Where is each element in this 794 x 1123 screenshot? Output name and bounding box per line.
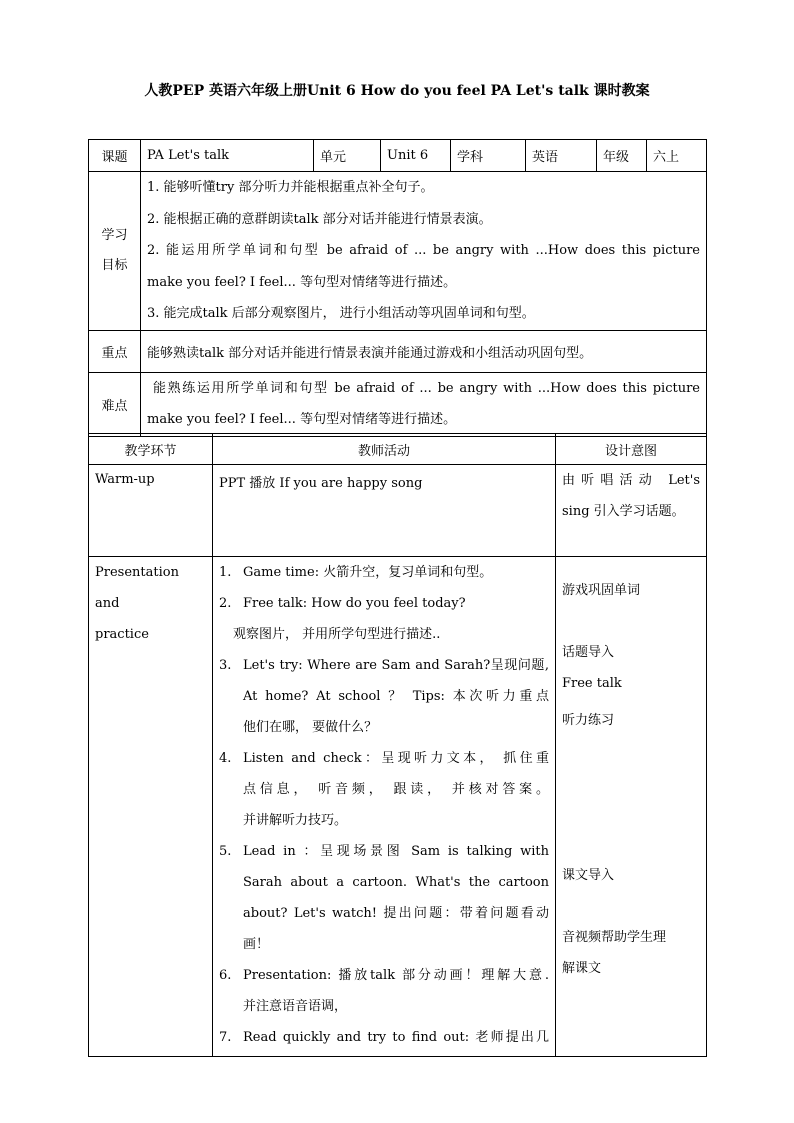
- design-note: 音视频帮助学生理: [562, 930, 667, 945]
- header-stage: 教学环节: [89, 434, 213, 465]
- header-teacher-activity: 教师活动: [213, 434, 556, 465]
- key-points-row: [89, 330, 707, 372]
- step-item: [219, 557, 549, 588]
- step-line: Sarah about a cartoon. What's the cartoon: [243, 875, 549, 890]
- difficulty-line: 能熟练运用所学单词和句型 be afraid of ... be angry with ...How does this picture: [153, 381, 700, 396]
- design-note: 听力练习: [562, 713, 615, 728]
- step-line: Free talk: How do you feel today?: [243, 596, 466, 611]
- warmup-design-line: sing 引入学习话题。: [562, 504, 685, 519]
- unit-label: 单元: [314, 140, 381, 172]
- step-line: 观察图片， 并用所学句型进行描述..: [233, 627, 441, 642]
- warmup-design-line: 由听唱活动 Let's: [562, 473, 700, 488]
- process-header-row: [89, 434, 707, 465]
- warmup-activity: PPT 播放 If you are happy song: [213, 465, 556, 557]
- objectives-label-text: 学习目标: [101, 227, 128, 273]
- objective-line: 2. 能根据正确的意群朗读talk 部分对话并能进行情景表演。: [147, 211, 492, 227]
- presentation-row: [89, 557, 707, 1057]
- step-number: 3.: [219, 658, 232, 673]
- step-line: 他们在哪， 要做什么？: [243, 720, 378, 735]
- difficulties-content: [141, 372, 707, 436]
- objective-line: 3. 能完成talk 后部分观察图片， 进行小组活动等巩固单词和句型。: [147, 306, 535, 321]
- step-line: Let's try: Where are Sam and Sarah?呈现问题,: [243, 658, 549, 673]
- design-note: Free talk: [562, 676, 622, 691]
- design-note: 课文导入: [562, 868, 615, 883]
- document-title: 人教PEP 英语六年级上册Unit 6 How do you feel PA Let's talk 课时教案: [144, 83, 650, 99]
- key-points-label: 重点: [89, 330, 141, 372]
- step-item: [219, 650, 549, 743]
- teaching-process-table: [88, 433, 707, 1057]
- info-row: [89, 140, 707, 172]
- step-line: 点信息， 听音频， 跟读， 并核对答案。: [243, 782, 549, 797]
- lesson-label: 课题: [89, 140, 141, 172]
- warmup-stage: Warm-up: [89, 465, 213, 557]
- presentation-stage: [89, 557, 213, 1057]
- subject-value: 英语: [526, 140, 597, 172]
- objectives-label: [89, 172, 141, 331]
- step-number: 1.: [219, 565, 232, 580]
- step-item: [219, 1022, 549, 1053]
- lesson-value: PA Let's talk: [141, 140, 314, 172]
- step-line: about? Let's watch! 提出问题：带着问题看动: [243, 906, 549, 921]
- step-line: 画！: [243, 937, 270, 952]
- unit-value: Unit 6: [381, 140, 451, 172]
- step-item: [219, 743, 549, 836]
- presentation-design: [556, 557, 707, 1057]
- step-number: 2.: [219, 596, 232, 611]
- step-continuation: [219, 619, 549, 650]
- step-line: 并讲解听力技巧。: [243, 813, 348, 828]
- lesson-info-table: [88, 139, 707, 437]
- step-line: Lead in ：呈现场景图 Sam is talking with: [243, 844, 549, 859]
- warmup-design: [556, 465, 707, 557]
- step-item: [219, 960, 549, 1022]
- step-line: Listen and check：呈现听力文本， 抓住重: [243, 751, 549, 766]
- objectives-row: [89, 172, 707, 331]
- difficulties-label: 难点: [89, 372, 141, 436]
- objective-line: 1. 能够听懂try 部分听力并能根据重点补全句子。: [147, 180, 434, 195]
- step-line: Game time: 火箭升空，复习单词和句型。: [243, 565, 493, 580]
- step-line: Presentation: 播放talk 部分动画！理解大意.: [243, 968, 549, 983]
- warmup-row: [89, 465, 707, 557]
- key-points-text: 能够熟读talk 部分对话并能进行情景表演并能通过游戏和小组活动巩固句型。: [141, 330, 707, 372]
- difficulties-row: [89, 372, 707, 436]
- presentation-stage-line: practice: [95, 627, 149, 642]
- presentation-stage-line: Presentation and: [95, 565, 179, 611]
- design-note: 解课文: [562, 961, 602, 976]
- design-note: 话题导入: [562, 645, 615, 660]
- step-number: 5.: [219, 844, 232, 859]
- grade-label: 年级: [597, 140, 647, 172]
- step-number: 7.: [219, 1030, 232, 1045]
- objectives-content: [141, 172, 707, 331]
- subject-label: 学科: [451, 140, 526, 172]
- steps-list: [219, 557, 549, 1053]
- step-line: At home? At school ？ Tips: 本次听力重点: [243, 689, 549, 704]
- step-number: 6.: [219, 968, 232, 983]
- step-line: Read quickly and try to find out: 老师提出几: [243, 1030, 549, 1045]
- step-item: [219, 588, 549, 619]
- objective-line: make you feel? I feel... 等句型对情绪等进行描述。: [147, 274, 457, 290]
- grade-value: 六上: [647, 140, 707, 172]
- design-note: 游戏巩固单词: [562, 583, 641, 598]
- step-number: 4.: [219, 751, 232, 766]
- presentation-activities: [213, 557, 556, 1057]
- step-line: 并注意语音语调，: [243, 999, 348, 1014]
- step-item: [219, 836, 549, 960]
- objective-line: 2. 能运用所学单词和句型 be afraid of ... be angry with ...How does this picture: [147, 243, 700, 258]
- header-design-intent: 设计意图: [556, 434, 707, 465]
- difficulty-line: make you feel? I feel... 等句型对情绪等进行描述。: [147, 412, 457, 427]
